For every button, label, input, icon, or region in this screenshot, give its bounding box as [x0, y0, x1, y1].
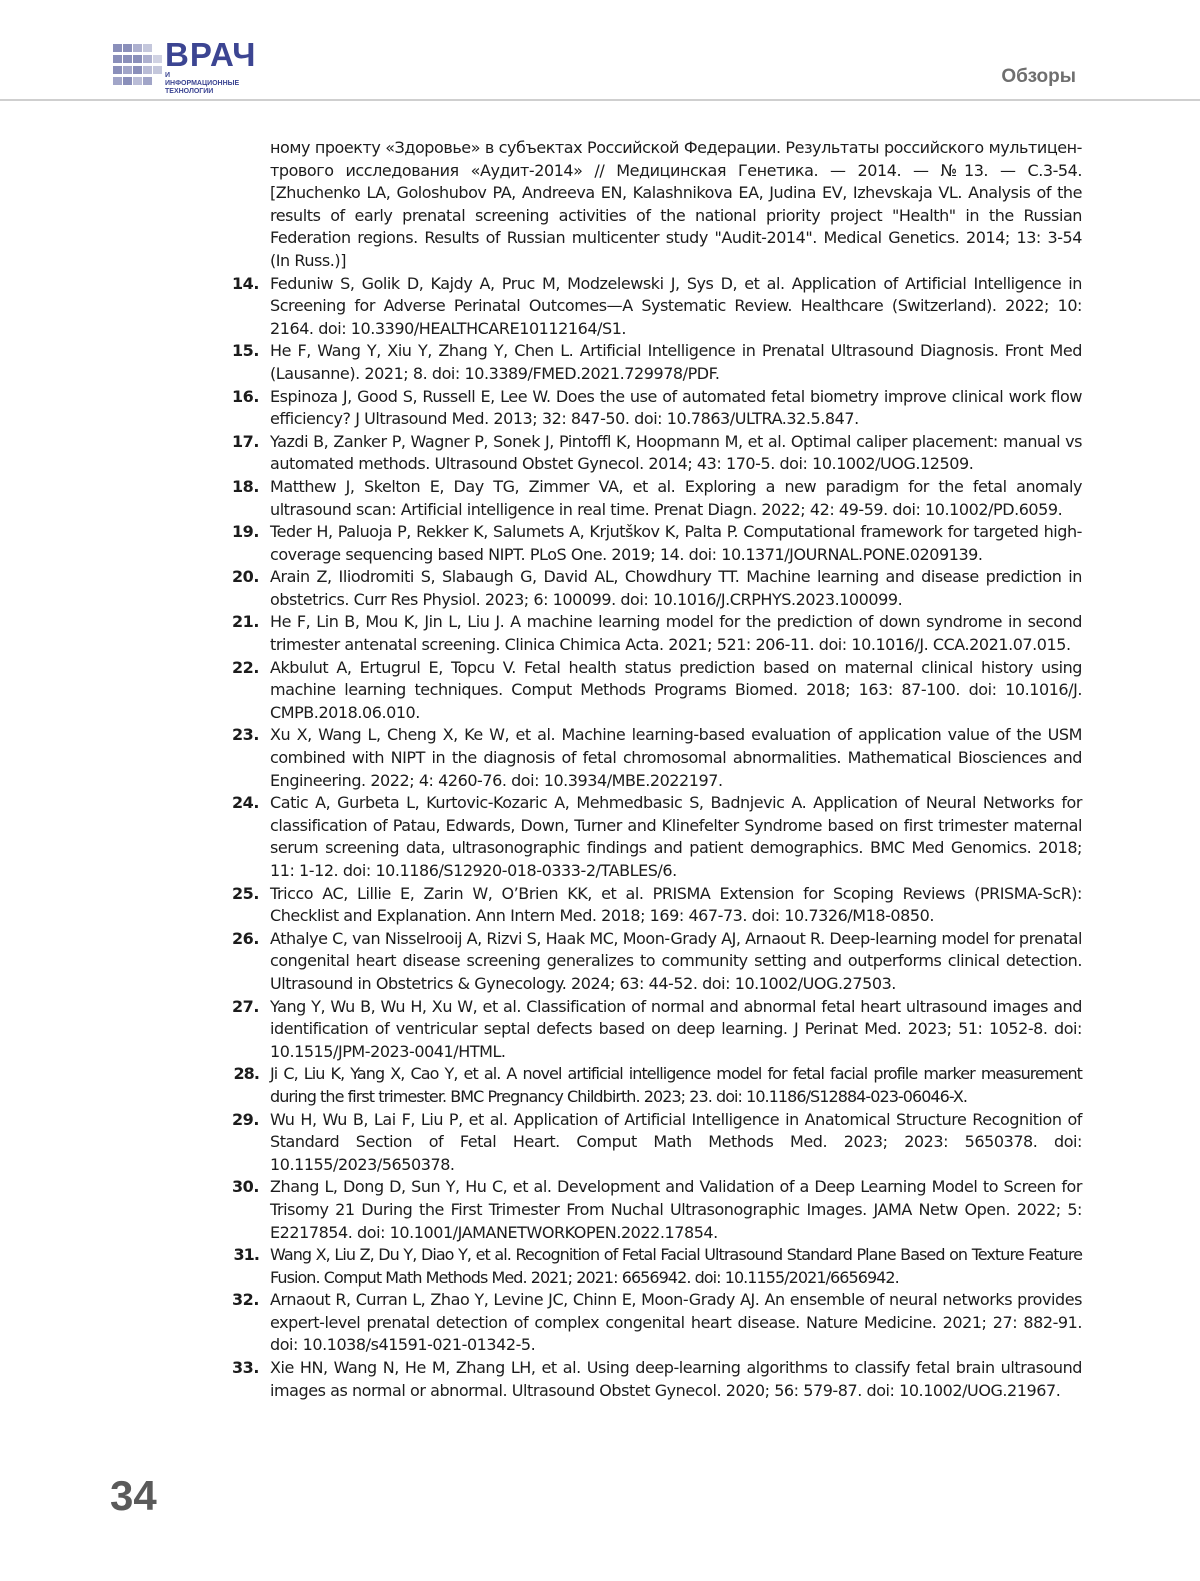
- reference-number: 19.: [227, 521, 259, 544]
- reference-text: Matthew J, Skelton E, Day TG, Zimmer VA, et al. Exploring a new paradigm for the fetal anomaly ultrasound scan: Artificial intelligence in real time. Prenat Diagn. 2022; 42: 49-59. doi: 10.1002/PD.6059.: [270, 477, 1082, 519]
- reference-text: Akbulut A, Ertugrul E, Topcu V. Fetal health status prediction based on maternal clinical history using machine learning techniques. Comput Methods Programs Biomed. 2018; 163: 87-100. doi: 10.1016/J. CMPB.2018.06.010.: [270, 658, 1082, 722]
- reference-text: Tricco AC, Lillie E, Zarin W, O’Brien KK, et al. PRISMA Extension for Scoping Reviews (PRISMA-ScR): Checklist and Explanation. Ann Intern Med. 2018; 169: 467-73. doi: 10.7326/M18-0850.: [270, 884, 1082, 926]
- reference-list: [227, 137, 1082, 1402]
- reference-number: 30.: [227, 1176, 259, 1199]
- reference-item: [227, 386, 1082, 431]
- reference-number: 32.: [227, 1289, 259, 1312]
- reference-number: 17.: [227, 431, 259, 454]
- reference-text: Yazdi B, Zanker P, Wagner P, Sonek J, Pintoffl K, Hoopmann M, et al. Optimal caliper placement: manual vs automated methods. Ultrasound Obstet Gynecol. 2014; 43: 170-5. doi: 10.1002/UOG.12509.: [270, 432, 1082, 474]
- logo-word: ВРАЧ: [165, 35, 256, 75]
- reference-number: 26.: [227, 928, 259, 951]
- page-header: [0, 0, 1200, 104]
- reference-item: [227, 657, 1082, 725]
- reference-text: Catic A, Gurbeta L, Kurtovic-Kozaric A, Mehmedbasic S, Badnjevic A. Application of Neural Networks for classification of Patau, Edwards, Down, Turner and Klinefelter Syndrome based on first trimester maternal serum screening data, ultrasonographic findings and patient demographics. BMC Med Genomics. 2018; 11: 1-12. doi: 10.1186/S12920-018-0333-2/TABLES/6.: [270, 793, 1082, 880]
- reference-item: [227, 1176, 1082, 1244]
- reference-item: [227, 273, 1082, 341]
- reference-text: Feduniw S, Golik D, Kajdy A, Pruc M, Modzelewski J, Sys D, et al. Application of Artificial Intelligence in Screening for Adverse Perinatal Outcomes—A Systematic Review. Healthcare (Switzerland). 2022; 10: 2164. doi: 10.3390/HEALTHCARE10112164/S1.: [270, 274, 1082, 338]
- reference-number: 31.: [227, 1244, 259, 1267]
- logo-subtitle: [165, 72, 239, 96]
- logo-subtitle-line2: ТЕХНОЛОГИИ: [165, 88, 239, 96]
- reference-number: 29.: [227, 1109, 259, 1132]
- reference-continuation: [227, 137, 1082, 273]
- reference-item: [227, 792, 1082, 882]
- reference-text: Espinoza J, Good S, Russell E, Lee W. Does the use of automated fetal biometry improve clinical work flow efficiency? J Ultrasound Med. 2013; 32: 847-50. doi: 10.7863/ULTRA.32.5.847.: [270, 387, 1082, 429]
- reference-number: 20.: [227, 566, 259, 589]
- reference-item: [227, 996, 1082, 1064]
- reference-text: Ji C, Liu K, Yang X, Cao Y, et al. A novel artificial intelligence model for fetal facial profile marker measurement during the first trimester. BMC Pregnancy Childbirth. 2023; 23. doi: 10.1186/S12884-023-06046-X.: [270, 1064, 1082, 1106]
- reference-item: [227, 340, 1082, 385]
- reference-item: [227, 883, 1082, 928]
- reference-item: [227, 566, 1082, 611]
- reference-number: 27.: [227, 996, 259, 1019]
- reference-number: 18.: [227, 476, 259, 499]
- reference-item: [227, 928, 1082, 996]
- reference-text: Wu H, Wu B, Lai F, Liu P, et al. Application of Artificial Intelligence in Anatomical Structure Recognition of Standard Section of Fetal Heart. Comput Math Methods Med. 2023; 2023: 5650378. doi: 10.1155/2023/5650378.: [270, 1110, 1082, 1174]
- reference-number: 28.: [227, 1063, 259, 1086]
- reference-number: 21.: [227, 611, 259, 634]
- reference-text: Xu X, Wang L, Cheng X, Ke W, et al. Machine learning-based evaluation of application value of the USM combined with NIPT in the diagnosis of fetal chromosomal abnormalities. Mathematical Biosciences and Engineering. 2022; 4: 4260-76. doi: 10.3934/MBE.2022197.: [270, 725, 1082, 789]
- reference-item: [227, 431, 1082, 476]
- reference-text: Xie HN, Wang N, He M, Zhang LH, et al. Using deep-learning algorithms to classify fetal brain ultrasound images as normal or abnormal. Ultrasound Obstet Gynecol. 2020; 56: 579-87. doi: 10.1002/UOG.21967.: [270, 1358, 1082, 1400]
- reference-item: [227, 1109, 1082, 1177]
- reference-text: Wang X, Liu Z, Du Y, Diao Y, et al. Recognition of Fetal Facial Ultrasound Standard Plane Based on Texture Feature Fusion. Comput Math Methods Med. 2021; 2021: 6656942. doi: 10.1155/2021/6656942.: [270, 1245, 1082, 1287]
- reference-number: 15.: [227, 340, 259, 363]
- reference-number: 23.: [227, 724, 259, 747]
- reference-item: [227, 1244, 1082, 1289]
- reference-item: [227, 476, 1082, 521]
- section-title: Обзоры: [1001, 66, 1076, 88]
- reference-text: Teder H, Paluoja P, Rekker K, Salumets A, Krjutškov K, Palta P. Computational framework for targeted high-coverage sequencing based NIPT. PLoS One. 2019; 14. doi: 10.1371/JOURNAL.PONE.0209139.: [270, 522, 1082, 564]
- reference-item: [227, 1289, 1082, 1357]
- logo-grid-icon: [113, 44, 161, 86]
- reference-text: Athalye C, van Nisselrooij A, Rizvi S, Haak MC, Moon-Grady AJ, Arnaout R. Deep-learning model for prenatal congenital heart disease screening generalizes to community setting and outperforms clinical detection. Ultrasound in Obstetrics & Gynecology. 2024; 63: 44-52. doi: 10.1002/UOG.27503.: [270, 929, 1082, 993]
- reference-text: He F, Lin B, Mou K, Jin L, Liu J. A machine learning model for the prediction of down syndrome in second trimester antenatal screening. Clinica Chimica Acta. 2021; 521: 206-11. doi: 10.1016/J. CCA.2021.07.015.: [270, 612, 1082, 654]
- reference-number: 14.: [227, 273, 259, 296]
- page-number: 34: [110, 1472, 157, 1520]
- reference-text: Yang Y, Wu B, Wu H, Xu W, et al. Classification of normal and abnormal fetal heart ultrasound images and identification of ventricular septal defects based on deep learning. J Perinat Med. 2023; 51: 1052-8. doi: 10.1515/JPM-2023-0041/HTML.: [270, 997, 1082, 1061]
- reference-item: [227, 1063, 1082, 1108]
- reference-text: He F, Wang Y, Xiu Y, Zhang Y, Chen L. Artificial Intelligence in Prenatal Ultrasound Diagnosis. Front Med (Lausanne). 2021; 8. doi: 10.3389/FMED.2021.729978/PDF.: [270, 341, 1082, 383]
- reference-text: Arain Z, Iliodromiti S, Slabaugh G, David AL, Chowdhury TT. Machine learning and disease prediction in obstetrics. Curr Res Physiol. 2023; 6: 100099. doi: 10.1016/J.CRPHYS.2023.100099.: [270, 567, 1082, 609]
- reference-item: [227, 521, 1082, 566]
- reference-number: 24.: [227, 792, 259, 815]
- header-divider: [0, 99, 1200, 101]
- logo-subtitle-line1: И ИНФОРМАЦИОННЫЕ: [165, 72, 239, 88]
- reference-number: 33.: [227, 1357, 259, 1380]
- reference-number: 22.: [227, 657, 259, 680]
- reference-text: Arnaout R, Curran L, Zhao Y, Levine JC, Chinn E, Moon-Grady AJ. An ensemble of neural networks provides expert-level prenatal detection of complex congenital heart disease. Nature Medicine. 2021; 27: 882-91. doi: 10.1038/s41591-021-01342-5.: [270, 1290, 1082, 1354]
- reference-item: [227, 724, 1082, 792]
- reference-item: [227, 1357, 1082, 1402]
- reference-item: [227, 611, 1082, 656]
- reference-number: 25.: [227, 883, 259, 906]
- reference-text: Zhang L, Dong D, Sun Y, Hu C, et al. Development and Validation of a Deep Learning Model to Screen for Trisomy 21 During the First Trimester From Nuchal Ultrasonographic Images. JAMA Netw Open. 2022; 5: E2217854. doi: 10.1001/JAMANETWORKOPEN.2022.17854.: [270, 1177, 1082, 1241]
- reference-continuation-text: ному проекту «Здоровье» в субъектах Российской Федерации. Результаты российского мультицен-тровогo исследования «Аудит-2014» // Медицинская Генетика. — 2014. — №13. — С.3-54. [Zhuchenko LA, Goloshubov PA, Andreeva EN, Kalashnikova EA, Judina EV, Izhevskaja VL. Analysis of the results of early prenatal screening activities of the national priority project "Health" in the Russian Federation regions. Results of Russian multicenter study "Audit-2014". Medical Genetics. 2014; 13: 3-54 (In Russ.)]: [270, 138, 1082, 270]
- reference-number: 16.: [227, 386, 259, 409]
